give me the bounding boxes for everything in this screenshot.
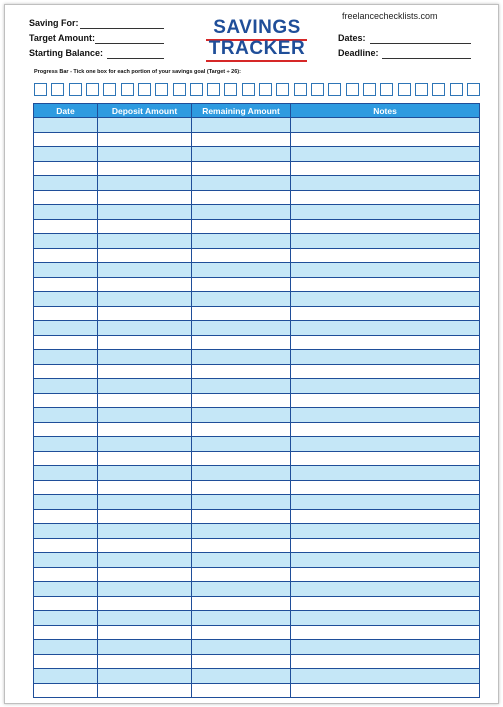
deposit-amount-cell[interactable] [98, 248, 192, 263]
date-cell[interactable] [34, 176, 98, 191]
deposit-amount-cell[interactable] [98, 263, 192, 278]
notes-cell[interactable] [291, 408, 480, 423]
title-savings: SAVINGS [213, 17, 301, 38]
table-row [34, 335, 480, 350]
date-cell[interactable] [34, 248, 98, 263]
remaining-amount-cell[interactable] [192, 640, 291, 655]
table-row [34, 147, 480, 162]
date-cell[interactable] [34, 596, 98, 611]
date-cell[interactable] [34, 393, 98, 408]
remaining-amount-cell[interactable] [192, 669, 291, 684]
deposit-amount-cell[interactable] [98, 205, 192, 220]
table-row [34, 422, 480, 437]
date-cell[interactable] [34, 379, 98, 394]
savings-tracker-sheet [4, 4, 499, 704]
progress-checkbox[interactable] [276, 83, 289, 96]
deposit-amount-cell[interactable] [98, 509, 192, 524]
notes-cell[interactable] [291, 625, 480, 640]
deposit-amount-cell[interactable] [98, 321, 192, 336]
deposit-amount-cell[interactable] [98, 335, 192, 350]
remaining-amount-cell[interactable] [192, 132, 291, 147]
target-amount-line[interactable] [95, 43, 164, 44]
progress-checkbox[interactable] [467, 83, 480, 96]
date-cell[interactable] [34, 132, 98, 147]
table-row [34, 248, 480, 263]
remaining-amount-cell[interactable] [192, 582, 291, 597]
date-cell[interactable] [34, 683, 98, 698]
notes-cell[interactable] [291, 393, 480, 408]
remaining-amount-cell[interactable] [192, 393, 291, 408]
table-row [34, 582, 480, 597]
date-cell[interactable] [34, 524, 98, 539]
progress-checkbox[interactable] [121, 83, 134, 96]
progress-checkbox[interactable] [51, 83, 64, 96]
notes-cell[interactable] [291, 364, 480, 379]
table-row [34, 263, 480, 278]
notes-cell[interactable] [291, 176, 480, 191]
table-row [34, 176, 480, 191]
date-cell[interactable] [34, 654, 98, 669]
table-row [34, 132, 480, 147]
progress-checkbox[interactable] [380, 83, 393, 96]
table-row [34, 408, 480, 423]
column-header-remaining-amount: Remaining Amount [192, 104, 291, 118]
progress-bar-label: Progress Bar - Tick one box for each portion of your savings goal (Target ÷ 26): [34, 69, 241, 75]
notes-cell[interactable] [291, 234, 480, 249]
table-row [34, 640, 480, 655]
progress-checkbox[interactable] [311, 83, 324, 96]
deposit-amount-cell[interactable] [98, 466, 192, 481]
progress-checkbox[interactable] [190, 83, 203, 96]
notes-cell[interactable] [291, 582, 480, 597]
date-cell[interactable] [34, 277, 98, 292]
remaining-amount-cell[interactable] [192, 422, 291, 437]
progress-checkbox[interactable] [138, 83, 151, 96]
progress-checkbox[interactable] [86, 83, 99, 96]
table-row [34, 524, 480, 539]
table-header-row [34, 104, 480, 118]
table-row [34, 364, 480, 379]
deposit-amount-cell[interactable] [98, 422, 192, 437]
deposit-amount-cell[interactable] [98, 582, 192, 597]
date-cell[interactable] [34, 118, 98, 133]
deposit-amount-cell[interactable] [98, 132, 192, 147]
deposit-amount-cell[interactable] [98, 176, 192, 191]
date-cell[interactable] [34, 219, 98, 234]
progress-checkbox[interactable] [294, 83, 307, 96]
table-row [34, 553, 480, 568]
deposit-amount-cell[interactable] [98, 190, 192, 205]
date-cell[interactable] [34, 335, 98, 350]
notes-cell[interactable] [291, 509, 480, 524]
remaining-amount-cell[interactable] [192, 596, 291, 611]
table-row [34, 437, 480, 452]
notes-cell[interactable] [291, 263, 480, 278]
date-cell[interactable] [34, 611, 98, 626]
column-header-notes: Notes [291, 104, 480, 118]
progress-checkbox[interactable] [224, 83, 237, 96]
remaining-amount-cell[interactable] [192, 292, 291, 307]
deposit-amount-cell[interactable] [98, 669, 192, 684]
remaining-amount-cell[interactable] [192, 683, 291, 698]
progress-checkbox[interactable] [242, 83, 255, 96]
table-row [34, 495, 480, 510]
remaining-amount-cell[interactable] [192, 190, 291, 205]
notes-cell[interactable] [291, 118, 480, 133]
notes-cell[interactable] [291, 451, 480, 466]
table-row [34, 509, 480, 524]
table-row [34, 219, 480, 234]
dates-label: Dates: [338, 33, 366, 43]
remaining-amount-cell[interactable] [192, 277, 291, 292]
remaining-amount-cell[interactable] [192, 451, 291, 466]
deposit-amount-cell[interactable] [98, 147, 192, 162]
notes-cell[interactable] [291, 640, 480, 655]
table-row [34, 480, 480, 495]
notes-cell[interactable] [291, 611, 480, 626]
date-cell[interactable] [34, 538, 98, 553]
progress-checkbox[interactable] [415, 83, 428, 96]
table-row [34, 393, 480, 408]
progress-checkbox[interactable] [346, 83, 359, 96]
progress-checkbox[interactable] [328, 83, 341, 96]
progress-checkbox[interactable] [398, 83, 411, 96]
deposit-amount-cell[interactable] [98, 292, 192, 307]
remaining-amount-cell[interactable] [192, 118, 291, 133]
date-cell[interactable] [34, 640, 98, 655]
deposit-amount-cell[interactable] [98, 683, 192, 698]
remaining-amount-cell[interactable] [192, 538, 291, 553]
table-row [34, 611, 480, 626]
remaining-amount-cell[interactable] [192, 147, 291, 162]
table-row [34, 466, 480, 481]
deposit-amount-cell[interactable] [98, 596, 192, 611]
table-row [34, 654, 480, 669]
table-row [34, 625, 480, 640]
target-amount-label: Target Amount: [29, 33, 95, 43]
table-row [34, 306, 480, 321]
deposit-amount-cell[interactable] [98, 495, 192, 510]
remaining-amount-cell[interactable] [192, 480, 291, 495]
date-cell[interactable] [34, 509, 98, 524]
remaining-amount-cell[interactable] [192, 205, 291, 220]
remaining-amount-cell[interactable] [192, 553, 291, 568]
remaining-amount-cell[interactable] [192, 567, 291, 582]
starting-balance-line[interactable] [107, 58, 164, 59]
progress-boxes [34, 83, 480, 97]
table-row [34, 277, 480, 292]
progress-checkbox[interactable] [259, 83, 272, 96]
remaining-amount-cell[interactable] [192, 379, 291, 394]
notes-cell[interactable] [291, 567, 480, 582]
table-row [34, 379, 480, 394]
notes-cell[interactable] [291, 379, 480, 394]
deposit-amount-cell[interactable] [98, 640, 192, 655]
notes-cell[interactable] [291, 205, 480, 220]
deposit-amount-cell[interactable] [98, 219, 192, 234]
date-cell[interactable] [34, 480, 98, 495]
date-cell[interactable] [34, 437, 98, 452]
title-underline-bottom [206, 60, 307, 62]
date-cell[interactable] [34, 553, 98, 568]
table-row [34, 321, 480, 336]
table-row [34, 350, 480, 365]
deposit-amount-cell[interactable] [98, 161, 192, 176]
date-cell[interactable] [34, 292, 98, 307]
date-cell[interactable] [34, 190, 98, 205]
deposit-amount-cell[interactable] [98, 379, 192, 394]
table-row [34, 451, 480, 466]
notes-cell[interactable] [291, 350, 480, 365]
notes-cell[interactable] [291, 219, 480, 234]
date-cell[interactable] [34, 321, 98, 336]
notes-cell[interactable] [291, 480, 480, 495]
remaining-amount-cell[interactable] [192, 625, 291, 640]
notes-cell[interactable] [291, 683, 480, 698]
date-cell[interactable] [34, 263, 98, 278]
deposit-amount-cell[interactable] [98, 480, 192, 495]
column-header-date: Date [34, 104, 98, 118]
table-row [34, 190, 480, 205]
deposit-amount-cell[interactable] [98, 451, 192, 466]
remaining-amount-cell[interactable] [192, 611, 291, 626]
saving-for-line[interactable] [80, 28, 164, 29]
deadline-line[interactable] [382, 58, 471, 59]
date-cell[interactable] [34, 451, 98, 466]
remaining-amount-cell[interactable] [192, 306, 291, 321]
notes-cell[interactable] [291, 437, 480, 452]
progress-checkbox[interactable] [363, 83, 376, 96]
table-row [34, 669, 480, 684]
notes-cell[interactable] [291, 422, 480, 437]
remaining-amount-cell[interactable] [192, 161, 291, 176]
deadline-label: Deadline: [338, 48, 379, 58]
title-tracker: TRACKER [208, 38, 306, 59]
progress-checkbox[interactable] [207, 83, 220, 96]
notes-cell[interactable] [291, 335, 480, 350]
date-cell[interactable] [34, 466, 98, 481]
date-cell[interactable] [34, 161, 98, 176]
table-row [34, 567, 480, 582]
remaining-amount-cell[interactable] [192, 437, 291, 452]
deposit-amount-cell[interactable] [98, 350, 192, 365]
deposit-amount-cell[interactable] [98, 538, 192, 553]
remaining-amount-cell[interactable] [192, 364, 291, 379]
remaining-amount-cell[interactable] [192, 524, 291, 539]
table-row [34, 234, 480, 249]
notes-cell[interactable] [291, 190, 480, 205]
notes-cell[interactable] [291, 277, 480, 292]
notes-cell[interactable] [291, 292, 480, 307]
dates-line[interactable] [370, 43, 471, 44]
date-cell[interactable] [34, 306, 98, 321]
notes-cell[interactable] [291, 495, 480, 510]
deposit-amount-cell[interactable] [98, 625, 192, 640]
date-cell[interactable] [34, 205, 98, 220]
date-cell[interactable] [34, 582, 98, 597]
notes-cell[interactable] [291, 248, 480, 263]
deposit-amount-cell[interactable] [98, 524, 192, 539]
saving-for-label: Saving For: [29, 18, 79, 28]
deposit-amount-cell[interactable] [98, 567, 192, 582]
date-cell[interactable] [34, 495, 98, 510]
remaining-amount-cell[interactable] [192, 408, 291, 423]
progress-checkbox[interactable] [69, 83, 82, 96]
notes-cell[interactable] [291, 466, 480, 481]
website-text: freelancechecklists.com [342, 11, 438, 21]
deposit-amount-cell[interactable] [98, 611, 192, 626]
date-cell[interactable] [34, 669, 98, 684]
notes-cell[interactable] [291, 306, 480, 321]
table-row [34, 161, 480, 176]
table-row [34, 596, 480, 611]
column-header-deposit-amount: Deposit Amount [98, 104, 192, 118]
savings-log-table [33, 103, 480, 698]
table-row [34, 205, 480, 220]
progress-checkbox[interactable] [103, 83, 116, 96]
deposit-amount-cell[interactable] [98, 364, 192, 379]
deposit-amount-cell[interactable] [98, 234, 192, 249]
progress-checkbox[interactable] [432, 83, 445, 96]
remaining-amount-cell[interactable] [192, 176, 291, 191]
date-cell[interactable] [34, 625, 98, 640]
remaining-amount-cell[interactable] [192, 350, 291, 365]
deposit-amount-cell[interactable] [98, 393, 192, 408]
deposit-amount-cell[interactable] [98, 277, 192, 292]
deposit-amount-cell[interactable] [98, 306, 192, 321]
date-cell[interactable] [34, 408, 98, 423]
progress-checkbox[interactable] [34, 83, 47, 96]
notes-cell[interactable] [291, 654, 480, 669]
progress-checkbox[interactable] [173, 83, 186, 96]
remaining-amount-cell[interactable] [192, 335, 291, 350]
table-row [34, 118, 480, 133]
progress-checkbox[interactable] [450, 83, 463, 96]
deposit-amount-cell[interactable] [98, 408, 192, 423]
date-cell[interactable] [34, 350, 98, 365]
remaining-amount-cell[interactable] [192, 321, 291, 336]
remaining-amount-cell[interactable] [192, 248, 291, 263]
date-cell[interactable] [34, 567, 98, 582]
remaining-amount-cell[interactable] [192, 234, 291, 249]
notes-cell[interactable] [291, 161, 480, 176]
date-cell[interactable] [34, 364, 98, 379]
remaining-amount-cell[interactable] [192, 509, 291, 524]
remaining-amount-cell[interactable] [192, 219, 291, 234]
deposit-amount-cell[interactable] [98, 437, 192, 452]
deposit-amount-cell[interactable] [98, 553, 192, 568]
remaining-amount-cell[interactable] [192, 466, 291, 481]
notes-cell[interactable] [291, 553, 480, 568]
notes-cell[interactable] [291, 147, 480, 162]
table-row [34, 683, 480, 698]
date-cell[interactable] [34, 234, 98, 249]
notes-cell[interactable] [291, 321, 480, 336]
starting-balance-label: Starting Balance: [29, 48, 104, 58]
notes-cell[interactable] [291, 524, 480, 539]
table-row [34, 292, 480, 307]
deposit-amount-cell[interactable] [98, 118, 192, 133]
notes-cell[interactable] [291, 596, 480, 611]
notes-cell[interactable] [291, 132, 480, 147]
remaining-amount-cell[interactable] [192, 495, 291, 510]
notes-cell[interactable] [291, 538, 480, 553]
remaining-amount-cell[interactable] [192, 263, 291, 278]
notes-cell[interactable] [291, 669, 480, 684]
date-cell[interactable] [34, 147, 98, 162]
table-row [34, 538, 480, 553]
remaining-amount-cell[interactable] [192, 654, 291, 669]
deposit-amount-cell[interactable] [98, 654, 192, 669]
progress-checkbox[interactable] [155, 83, 168, 96]
date-cell[interactable] [34, 422, 98, 437]
